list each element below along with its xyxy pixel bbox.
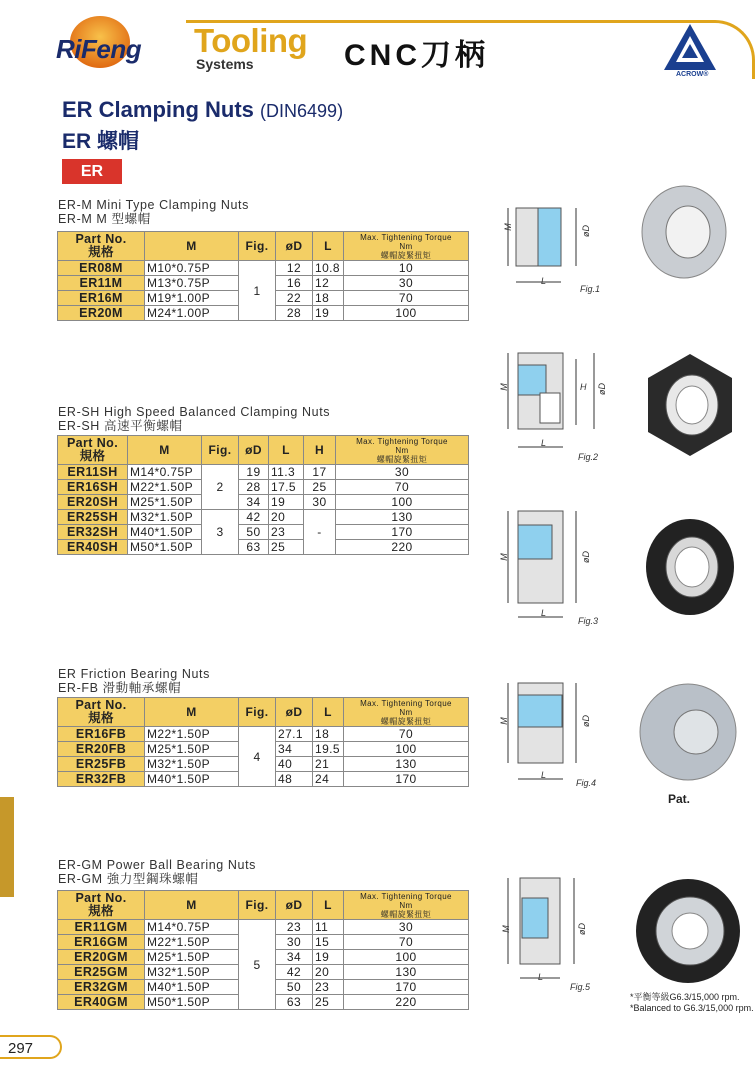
- table-row: ER16SH M22*1.50P 28 17.5 25 70: [58, 480, 469, 495]
- ergm-table: [57, 890, 469, 1010]
- fig-cell: 2: [202, 465, 239, 510]
- table-row: ER16M M19*1.00P 22 18 70: [58, 291, 469, 306]
- acrow-logo-icon: [662, 22, 718, 72]
- table-row: ER11M M13*0.75P 16 12 30: [58, 276, 469, 291]
- page-title: [62, 97, 343, 123]
- table-row: ER20M M24*1.00P 28 19 100: [58, 306, 469, 321]
- section-erm-title: [58, 198, 249, 226]
- table-row: ER20GM M25*1.50P 34 19 100: [58, 950, 469, 965]
- col-od: øD: [276, 232, 313, 261]
- dim-l-label: L: [541, 438, 547, 448]
- table-row: ER11SH M14*0.75P 2 19 11.3 17 30: [58, 465, 469, 480]
- table-header-row: Part No. 規格 M Fig. øD L Max. Tightening Torque Nm 螺帽旋緊扭矩: [58, 698, 469, 727]
- page-number: 297: [0, 1035, 62, 1059]
- table-row: ER32SH M40*1.50P 50 23 170: [58, 525, 469, 540]
- ersh-black-nut-photo: [642, 512, 738, 622]
- erm-table: [57, 231, 469, 321]
- table-row: ER25GM M32*1.50P 42 20 130: [58, 965, 469, 980]
- table-row: ER32GM M40*1.50P 50 23 170: [58, 980, 469, 995]
- page-title-zh: ER 螺帽: [62, 130, 140, 153]
- dim-od-label: øD: [597, 383, 607, 395]
- fig-cell: 1: [239, 261, 276, 321]
- balance-note-en: *Balanced to G6.3/15,000 rpm.: [630, 1003, 754, 1013]
- table-header-row: Part No. 規格 M Fig. øD L H Max. Tightening Torque Nm 螺帽旋緊扭矩: [58, 436, 469, 465]
- table-row: ER16GM M22*1.50P 30 15 70: [58, 935, 469, 950]
- dim-od-label: øD: [577, 923, 587, 935]
- table-row: ER25SH M32*1.50P 3 42 20 - 130: [58, 510, 469, 525]
- ersh-table: [57, 435, 469, 555]
- dim-l-label: L: [538, 972, 544, 982]
- fig1-drawing: [490, 196, 610, 296]
- erm-nut-photo: [636, 176, 732, 286]
- fig2-label: Fig.2: [578, 452, 599, 462]
- fig3-label: Fig.3: [578, 616, 599, 626]
- dim-od-label: øD: [581, 551, 591, 563]
- fig4-label: Fig.4: [576, 778, 597, 788]
- h-dash-cell: -: [304, 510, 336, 555]
- cnc-title: CNC刀柄: [344, 39, 489, 72]
- section-ergm-title: [58, 858, 256, 886]
- section-erm-title-zh: ER-M M 型螺帽: [58, 212, 151, 226]
- col-part: Part No. 規格: [58, 232, 145, 261]
- acrow-label: ACROW®: [676, 71, 709, 78]
- tooling-wordmark: Tooling: [194, 22, 308, 59]
- table-row: ER08M M10*0.75P 1 12 10.8 10: [58, 261, 469, 276]
- table-row: ER40GM M50*1.50P 63 25 220: [58, 995, 469, 1010]
- brand-logo: RiFeng: [56, 34, 142, 64]
- fig3-drawing: [490, 503, 600, 623]
- fig-cell: 3: [202, 510, 239, 555]
- dim-m-label: M: [502, 223, 513, 231]
- col-torque: Max. Tightening Torque Nm 螺帽旋緊扭矩: [344, 232, 469, 261]
- page-title-en: ER Clamping Nuts: [62, 97, 254, 122]
- section-ersh-title: [58, 405, 330, 433]
- section-erfb-title: [58, 667, 210, 695]
- systems-wordmark: Systems: [196, 56, 254, 72]
- section-ersh-title-en: ER-SH High Speed Balanced Clamping Nuts: [58, 405, 331, 419]
- dim-m-label: M: [500, 925, 511, 933]
- dim-l-label: L: [541, 770, 547, 780]
- table-row: ER16FB M22*1.50P 4 27.1 18 70: [58, 727, 469, 742]
- col-fig: Fig.: [239, 232, 276, 261]
- section-ergm-title-en: ER-GM Power Ball Bearing Nuts: [58, 858, 257, 872]
- erfb-nut-photo: [636, 680, 740, 784]
- dim-m-label: M: [498, 383, 509, 391]
- fig2-drawing: [490, 345, 610, 460]
- er-badge: ER: [62, 159, 122, 184]
- ergm-nut-photo: [632, 876, 744, 986]
- erfb-table: [57, 697, 469, 787]
- dim-l-label: L: [541, 276, 547, 286]
- dim-l-label: L: [541, 608, 547, 618]
- dim-od-label: øD: [581, 225, 591, 237]
- table-row: ER32FB M40*1.50P 48 24 170: [58, 772, 469, 787]
- ersh-nut-photo: [644, 350, 736, 460]
- dim-m-label: M: [498, 553, 509, 561]
- fig5-label: Fig.5: [570, 982, 591, 992]
- table-header-row: [58, 232, 469, 261]
- section-erm-title-en: ER-M Mini Type Clamping Nuts: [58, 198, 249, 212]
- fig-cell: 5: [239, 920, 276, 1010]
- fig1-label: Fig.1: [580, 284, 601, 294]
- col-m: M: [145, 232, 239, 261]
- table-row: ER11GM M14*0.75P 5 23 11 30: [58, 920, 469, 935]
- dim-h-label: H: [580, 382, 587, 392]
- dim-od-label: øD: [581, 715, 591, 727]
- section-erfb-title-zh: ER-FB 滑動軸承螺帽: [58, 681, 182, 695]
- side-tab: [0, 797, 14, 897]
- col-l: L: [313, 232, 344, 261]
- table-row: ER20SH M25*1.50P 34 19 30 100: [58, 495, 469, 510]
- fig-cell: 4: [239, 727, 276, 787]
- patent-label: Pat.: [668, 792, 691, 806]
- section-ersh-title-zh: ER-SH 高速平衡螺帽: [58, 419, 183, 433]
- page-title-standard: (DIN6499): [260, 101, 344, 121]
- table-row: ER25FB M32*1.50P 40 21 130: [58, 757, 469, 772]
- section-erfb-title-en: ER Friction Bearing Nuts: [58, 667, 210, 681]
- table-row: ER20FB M25*1.50P 34 19.5 100: [58, 742, 469, 757]
- table-row: ER40SH M50*1.50P 63 25 220: [58, 540, 469, 555]
- table-header-row: Part No. 規格 M Fig. øD L Max. Tightening Torque Nm 螺帽旋緊扭矩: [58, 891, 469, 920]
- section-ergm-title-zh: ER-GM 強力型鋼珠螺帽: [58, 872, 199, 886]
- balance-note-zh: *平衡等級G6.3/15,000 rpm.: [630, 992, 740, 1002]
- dim-m-label: M: [498, 717, 509, 725]
